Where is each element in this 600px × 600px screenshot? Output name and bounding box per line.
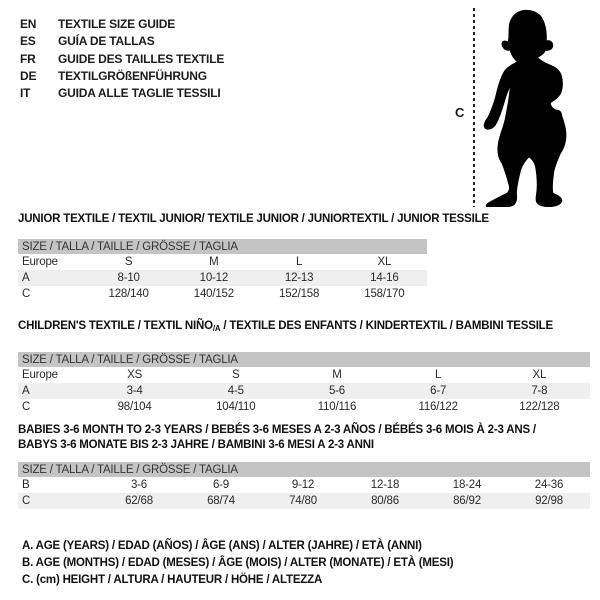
age-cell: 4-5 (227, 385, 244, 397)
height-measure-label: C (455, 105, 465, 120)
age-cell: 3-4 (126, 385, 143, 397)
lang-row-de (20, 68, 224, 85)
lang-code: ES (20, 34, 36, 49)
height-cell: 92/98 (535, 495, 563, 507)
table-row (18, 254, 427, 270)
row-label: A (22, 385, 30, 397)
age-cell: 7-8 (531, 385, 548, 397)
row-label: A (22, 272, 30, 284)
size-cell: M (332, 369, 342, 381)
height-measure-dashed-line (473, 8, 475, 207)
months-cell: 6-9 (212, 479, 230, 491)
height-cell: 140/152 (193, 288, 234, 300)
legend-line-b: B. AGE (MONTHS) / EDAD (MESES) / ÂGE (MOIS) / ALTER (MONATE) / ETÀ (MESI) (22, 557, 454, 569)
language-title-list (20, 16, 224, 102)
height-cell: 80/86 (371, 495, 399, 507)
size-cell: L (435, 369, 442, 381)
size-cell: L (296, 256, 303, 268)
lang-title: TEXTILE SIZE GUIDE (58, 17, 176, 31)
table-row (18, 367, 590, 383)
age-cell: 6-7 (430, 385, 447, 397)
children-size-table-section (18, 320, 590, 415)
lang-title: GUIDE DES TAILLES TEXTILE (58, 51, 225, 66)
children-table-title (18, 320, 590, 335)
height-cell: 116/122 (418, 401, 458, 413)
size-cell: XL (532, 369, 547, 381)
row-label: C (22, 288, 31, 300)
lang-row-en (20, 16, 224, 33)
legend-line-a: A. AGE (YEARS) / EDAD (AÑOS) / ÂGE (ANS) / ALTER (JAHRE) / ETÀ (ANNI) (22, 540, 422, 552)
months-cell: 24-36 (534, 479, 564, 491)
babies-size-table-section (18, 423, 590, 509)
lang-code: FR (20, 51, 36, 66)
lang-title: GUIDA ALLE TAGLIE TESSILI (58, 86, 221, 101)
children-size-table (18, 352, 590, 415)
months-cell: 3-6 (130, 479, 148, 491)
size-header-bar: SIZE / TALLA / TAILLE / GRÖSSE / TAGLIA (18, 462, 590, 477)
size-cell: XL (377, 256, 392, 268)
months-cell: 9-12 (291, 479, 315, 491)
title-text: CHILDREN'S TEXTILE / TEXTIL NIÑO (18, 320, 213, 332)
title-line-2: BABYS 3-6 MONATE BIS 2-3 JAHRE / BAMBINI 3-6 MESI A 2-3 ANNI (18, 439, 374, 451)
title-subscript: /A (212, 324, 221, 333)
measurement-legend (22, 538, 453, 589)
lang-row-it (20, 85, 224, 102)
legend-line-c: C. (cm) HEIGHT / ALTURA / HAUTEUR / HÖHE / ALTEZZA (22, 574, 323, 586)
lang-row-es (20, 33, 224, 50)
table-row (18, 493, 590, 509)
toddler-silhouette-icon (482, 5, 574, 207)
months-cell: 12-18 (370, 479, 400, 491)
lang-code: EN (20, 17, 37, 31)
row-label: Europe (22, 369, 58, 381)
lang-title: GUÍA DE TALLAS (58, 34, 155, 49)
height-cell: 86/92 (453, 495, 481, 507)
size-cell: S (232, 369, 240, 381)
height-cell: 104/110 (216, 401, 256, 413)
junior-size-table (18, 239, 427, 302)
height-cell: 110/116 (317, 401, 357, 413)
table-row (18, 286, 427, 302)
height-cell: 74/80 (289, 495, 317, 507)
lang-row-fr (20, 51, 224, 68)
lang-code: DE (20, 68, 37, 83)
table-row (18, 270, 427, 286)
table-row (18, 399, 590, 415)
title-text: / TEXTILE DES ENFANTS / KINDERTEXTIL / BAMBINI TESSILE (220, 320, 553, 332)
lang-title: TEXTILGRÖßENFÜHRUNG (58, 68, 207, 83)
title-line-1: BABIES 3-6 MONTH TO 2-3 YEARS / BEBÉS 3-6 MESES A 2-3 AÑOS / BÉBÉS 3-6 MOIS À 2-3 ANS / (18, 424, 536, 436)
height-cell: 62/68 (125, 495, 153, 507)
age-cell: 10-12 (199, 272, 229, 284)
height-cell: 128/140 (108, 288, 149, 300)
height-cell: 152/158 (279, 288, 320, 300)
babies-size-table (18, 462, 590, 509)
junior-size-table-section (18, 213, 489, 302)
babies-table-title (18, 423, 590, 453)
size-cell: S (124, 256, 133, 268)
months-cell: 18-24 (452, 479, 482, 491)
row-label: B (22, 479, 30, 491)
height-cell: 68/74 (207, 495, 235, 507)
age-cell: 12-13 (284, 272, 314, 284)
size-cell: M (209, 256, 219, 268)
table-row (18, 383, 590, 399)
size-header-bar: SIZE / TALLA / TAILLE / GRÖSSE / TAGLIA (18, 352, 590, 367)
age-cell: 14-16 (370, 272, 399, 284)
row-label: C (22, 401, 31, 413)
height-cell: 158/170 (364, 288, 405, 300)
row-label: Europe (22, 256, 58, 268)
size-cell: XS (127, 369, 143, 381)
junior-table-title: JUNIOR TEXTILE / TEXTIL JUNIOR/ TEXTILE JUNIOR / JUNIORTEXTIL / JUNIOR TESSILE (18, 213, 489, 225)
lang-code: IT (20, 86, 31, 101)
height-cell: 122/128 (519, 401, 560, 413)
size-header-bar: SIZE / TALLA / TAILLE / GRÖSSE / TAGLIA (18, 239, 427, 254)
table-row (18, 477, 590, 493)
age-cell: 5-6 (328, 385, 345, 397)
age-cell: 8-10 (117, 272, 140, 284)
row-label: C (22, 495, 31, 507)
height-cell: 98/104 (117, 401, 152, 413)
